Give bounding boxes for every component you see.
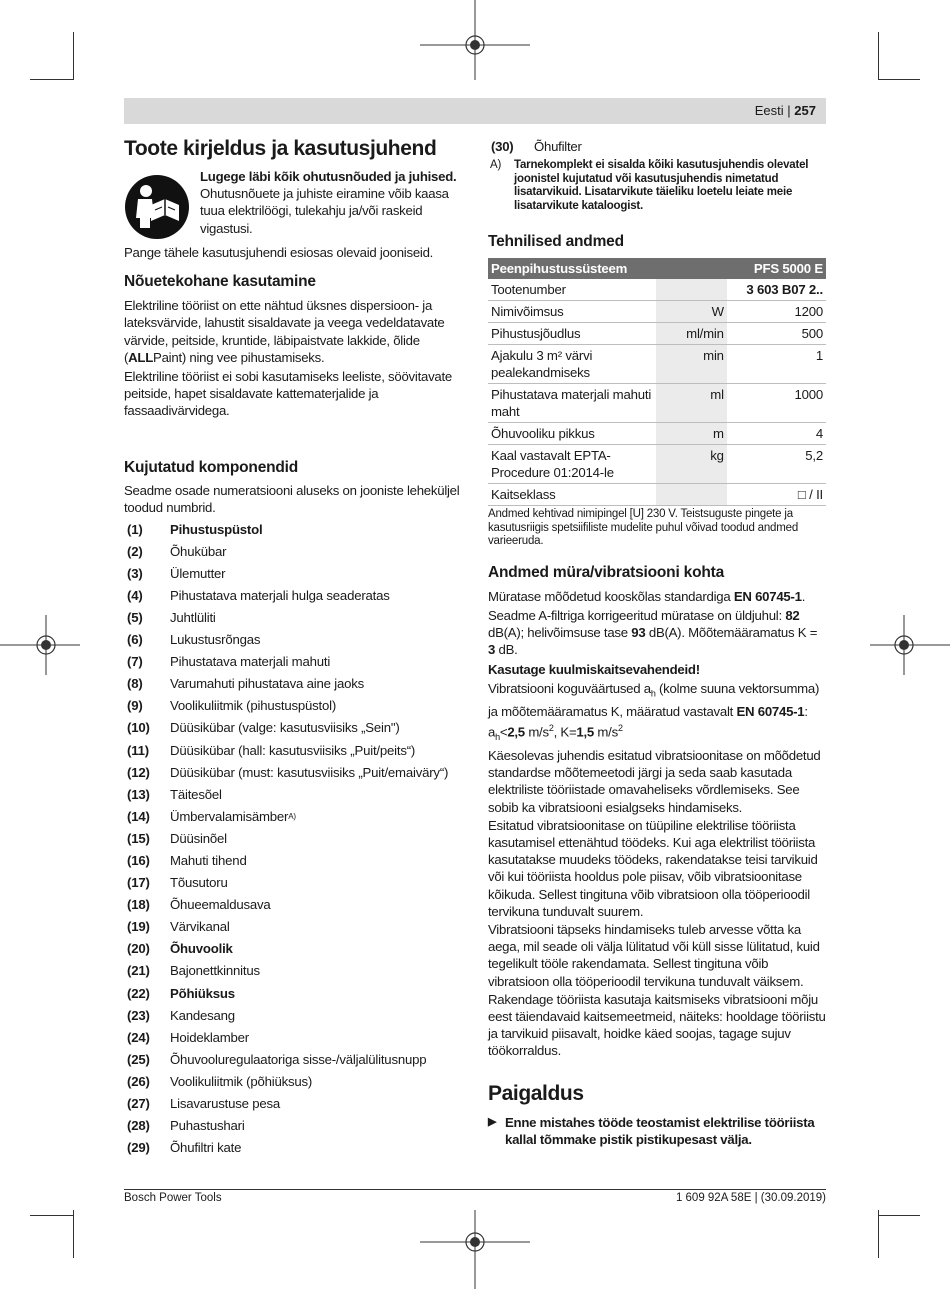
component-number: (28) xyxy=(127,1118,150,1134)
registration-mark-icon xyxy=(420,0,530,80)
list-item xyxy=(124,1026,460,1048)
component-number: (9) xyxy=(127,698,143,714)
accessory-footnote xyxy=(488,159,826,213)
spec-value: □ / II xyxy=(727,484,826,506)
component-number: (30) xyxy=(491,139,514,154)
list-item xyxy=(124,739,460,761)
component-label: Juhtlüliti xyxy=(170,609,216,625)
component-number: (29) xyxy=(127,1140,150,1156)
list-item xyxy=(124,1070,460,1092)
spec-label: Õhuvooliku pikkus xyxy=(488,423,656,445)
spec-unit: min xyxy=(656,345,727,384)
component-number: (20) xyxy=(127,941,150,957)
list-item xyxy=(124,717,460,739)
spec-unit: ml xyxy=(656,384,727,423)
installation-instruction xyxy=(488,1114,826,1148)
component-number: (23) xyxy=(127,1007,150,1023)
spec-label: Nimivõimsus xyxy=(488,301,656,323)
table-row xyxy=(488,423,826,445)
component-number: (26) xyxy=(127,1073,150,1089)
list-item xyxy=(124,805,460,827)
list-item xyxy=(124,761,460,783)
intended-use-heading: Nõuetekohane kasutamine xyxy=(124,273,316,291)
spec-label: Ajakulu 3 m² värvi pealekandmiseks xyxy=(488,345,656,384)
spec-value: 3 603 B07 2.. xyxy=(727,279,826,301)
list-item xyxy=(124,1137,460,1159)
left-column xyxy=(124,137,460,1159)
list-item xyxy=(124,651,460,673)
registration-mark-icon xyxy=(870,615,950,675)
crop-mark xyxy=(30,1215,74,1216)
bullet-arrow-icon: ▶ xyxy=(488,1115,497,1128)
spec-value: 1 xyxy=(727,345,826,384)
component-label: Düüsikübar (must: kasutusviisiks „Puit/emaiväry“) xyxy=(170,764,449,780)
crop-mark xyxy=(878,1210,879,1258)
component-number: (14) xyxy=(127,808,150,824)
component-label: Ülemutter xyxy=(170,565,226,581)
list-item xyxy=(124,849,460,871)
component-label: Kandesang xyxy=(170,1007,235,1023)
component-number: (3) xyxy=(127,565,143,581)
spec-value: 500 xyxy=(727,323,826,345)
warning-title: Lugege läbi kõik ohutusnõuded ja juhised. xyxy=(200,169,457,184)
component-number: (7) xyxy=(127,654,143,670)
footer-doc-id: 1 609 92A 58E | (30.09.2019) xyxy=(675,1192,826,1204)
page-header xyxy=(755,103,816,118)
spec-value: 5,2 xyxy=(727,445,826,484)
crop-mark xyxy=(73,32,74,80)
component-label: Õhuvooluregulaatoriga sisse-/väljalülitusnupp xyxy=(170,1051,427,1067)
table-row xyxy=(488,323,826,345)
noise-heading: Andmed müra/vibratsiooni kohta xyxy=(488,563,725,581)
list-item xyxy=(124,584,460,606)
table-row xyxy=(488,445,826,484)
component-number: (15) xyxy=(127,830,150,846)
component-number: (8) xyxy=(127,676,143,692)
table-row xyxy=(488,279,826,301)
page-number: 257 xyxy=(794,103,816,118)
header-bar xyxy=(124,98,826,124)
component-label: Õhueemaldusava xyxy=(170,897,271,913)
read-manual-icon xyxy=(124,174,190,240)
tech-data-table xyxy=(488,258,826,506)
list-item xyxy=(124,938,460,960)
table-row xyxy=(488,484,826,506)
spec-unit xyxy=(656,279,727,301)
list-item xyxy=(124,1115,460,1137)
list-item xyxy=(124,695,460,717)
components-list xyxy=(124,518,460,1159)
vibration-paragraph-2: Käesolevas juhendis esitatud vibratsioonitase on mõõdetud standardse mõõtemeetodi järgi ja seda saab kasutada elektriliste tööriistade omavaheliseks võrdlemiseks. See sobib ka vibratsiooni esialgseks hindamiseks. xyxy=(488,748,821,815)
right-column xyxy=(488,138,826,1148)
list-item xyxy=(124,916,460,938)
installation-text: Enne mistahes tööde teostamist elektrilise tööriista kallal tõmmake pistik pistikupesast välja. xyxy=(505,1114,815,1147)
header-separator: | xyxy=(787,103,791,118)
table-row xyxy=(488,345,826,384)
component-number: (5) xyxy=(127,609,143,625)
component-label: Lisavarustuse pesa xyxy=(170,1096,281,1112)
components-heading: Kujutatud komponendid xyxy=(124,458,299,476)
list-item xyxy=(124,562,460,584)
component-label: Düüsikübar (hall: kasutusviisiks „Puit/peits“) xyxy=(170,742,416,758)
vibration-values: Vibratsiooni koguväärtused $a_h$ (kolme suuna vektorsumma) ja mõõtemääramatus K, määratud vastavalt EN 60745-1: $a_h<2,5$ $m/s^2$, K=1,5 $m/s^2$ xyxy=(488,680,820,742)
footnote-ref: A) xyxy=(288,811,296,821)
footer-brand: Bosch Power Tools xyxy=(124,1192,222,1204)
component-number: (25) xyxy=(127,1051,150,1067)
component-label: Pihustuspüstol xyxy=(170,521,263,537)
component-label: Ümbervalamisämber xyxy=(170,808,289,824)
component-label: Õhufiltri kate xyxy=(170,1140,242,1156)
component-label: Bajonettkinnitus xyxy=(170,963,260,979)
noise-paragraph-1: Müratase mõõdetud kooskõlas standardiga EN 60745-1. xyxy=(488,588,806,604)
installation-heading: Paigaldus xyxy=(488,1081,584,1105)
crop-mark xyxy=(30,79,74,80)
spec-label: Pihustusjõudlus xyxy=(488,323,656,345)
table-row xyxy=(488,384,826,423)
component-label: Tõusutoru xyxy=(170,875,228,891)
note-images: Pange tähele kasutusjuhendi esiosas olevaid jooniseid. xyxy=(124,245,434,260)
spec-value: 1000 xyxy=(727,384,826,423)
footer-divider xyxy=(124,1189,826,1190)
component-number: (19) xyxy=(127,919,150,935)
component-number: (13) xyxy=(127,786,150,802)
registration-mark-icon xyxy=(420,1210,530,1289)
component-number: (11) xyxy=(127,742,149,758)
component-label: Puhastushari xyxy=(170,1118,245,1134)
table-header-label: Peenpihustussüsteem xyxy=(488,258,727,279)
component-number: (17) xyxy=(127,875,150,891)
spec-label: Kaitseklass xyxy=(488,484,656,506)
component-label: Pihustatava materjali mahuti xyxy=(170,654,331,670)
warning-text: Ohutusnõuete ja juhiste eiramine võib kaasa tuua elektrilöögi, tulekahju ja/või raskeid vigastusi. xyxy=(200,186,449,236)
spec-unit xyxy=(656,484,727,506)
spec-label: Tootenumber xyxy=(488,279,656,301)
list-item xyxy=(124,982,460,1004)
list-item xyxy=(124,518,460,540)
component-label: Lukustusrõngas xyxy=(170,632,261,648)
list-item xyxy=(124,673,460,695)
components-intro: Seadme osade numeratsiooni aluseks on jooniste leheküljel toodud numbrid. xyxy=(124,482,460,515)
crop-mark xyxy=(73,1210,74,1258)
table-header-model: PFS 5000 E xyxy=(727,258,826,279)
warning-block xyxy=(124,168,460,244)
vibration-paragraph-5: Rakendage tööriista kasutaja kaitsmiseks vibratsiooni mõju eest täiendavaid kaitsemeetmeid, näiteks: hooldage tööriistu ja tarvikuid piisavalt, hoidke käed soojas, tagage sujuv töökorraldus. xyxy=(488,991,826,1059)
vibration-paragraph-4: Vibratsiooni täpseks hindamiseks tuleb arvesse võtta ka aega, mil seade oli välja lülitatud või küll sisse lülitatud, kuid tegelikult tööle rakendamata. Sellest tingituna võib vibratsioon olla tööperioodil tervikuna tunduvalt väiksem. xyxy=(488,922,820,989)
component-label: Pihustatava materjali hulga seaderatas xyxy=(170,587,390,603)
component-label: Värvikanal xyxy=(170,919,230,935)
footnote-text: Tarnekomplekt ei sisalda kõiki kasutusjuhendis olevatel joonistel kujutatud või kasutusjuhendis nimetatud lisatarvikuid. Lisatarvikute täieliku loetelu leiate meie lisatarvikute kataloogist. xyxy=(514,159,809,212)
table-header-row xyxy=(488,258,826,279)
intended-use-limitations: Elektriline tööriist ei sobi kasutamiseks leeliste, söövitavate peitside, hapet sisaldavate kattematerjalide ja fassaadivärvidega. xyxy=(124,369,453,419)
component-number: (4) xyxy=(127,587,143,603)
spec-value: 4 xyxy=(727,423,826,445)
component-number: (2) xyxy=(127,543,143,559)
component-number: (24) xyxy=(127,1029,150,1045)
vibration-paragraph-3: Esitatud vibratsioonitase on tüüpiline elektrilise tööriista kasutamisel ettenähtud töödeks. Kui aga elektrilist tööriista kasutatakse muudeks töödeks, rakendatakse teisi tarvikuid või kui tööriista hooldus pole piisav, võib vibratsioonitase kõikuda. Sellest tingituna võib vibratsioon olla tööperioodil tervikuna tunduvalt suurem. xyxy=(488,817,818,919)
spec-value: 1200 xyxy=(727,301,826,323)
spec-unit: W xyxy=(656,301,727,323)
component-label: Täitesõel xyxy=(170,786,222,802)
noise-paragraph-2: Seadme A-filtriga korrigeeritud müratase on üldjuhul: 82 dB(A); helivõimsuse tase 93 dB(A). Mõõtemääramatus K = 3 dB. xyxy=(488,607,818,658)
hearing-protection-warning: Kasutage kuulmiskaitsevahendeid! xyxy=(488,661,700,677)
spec-unit: kg xyxy=(656,445,727,484)
component-number: (6) xyxy=(127,632,143,648)
component-label: Õhufilter xyxy=(534,139,582,154)
list-item xyxy=(124,606,460,628)
component-number: (21) xyxy=(127,963,150,979)
list-item xyxy=(124,872,460,894)
registration-mark-icon xyxy=(0,615,80,675)
crop-mark xyxy=(878,79,920,80)
list-item xyxy=(124,1048,460,1070)
component-label: Varumahuti pihustatava aine jaoks xyxy=(170,676,365,692)
spec-unit: ml/min xyxy=(656,323,727,345)
tech-data-heading: Tehnilised andmed xyxy=(488,233,624,251)
component-label: Õhukübar xyxy=(170,543,227,559)
component-label: Hoideklamber xyxy=(170,1029,249,1045)
component-number: (1) xyxy=(127,521,143,537)
component-number: (10) xyxy=(127,720,150,736)
tech-data-note: Andmed kehtivad nimipingel [U] 230 V. Teistsuguste pingete ja kasutusriigis spetsiifiliste mudelite puhul võivad toodud andmed varieeruda. xyxy=(488,508,799,548)
crop-mark xyxy=(878,1215,920,1216)
page-title: Toote kirjeldus ja kasutusjuhend xyxy=(124,137,437,160)
component-label: Mahuti tihend xyxy=(170,852,247,868)
list-item xyxy=(124,960,460,982)
component-number: (27) xyxy=(127,1096,150,1112)
list-item xyxy=(488,138,826,155)
component-label: Voolikuliitmik (põhiüksus) xyxy=(170,1073,313,1089)
list-item xyxy=(124,783,460,805)
header-language: Eesti xyxy=(754,103,784,118)
component-label: Põhiüksus xyxy=(170,985,235,1001)
component-label: Düüsinõel xyxy=(170,830,227,846)
intended-use-paragraph: Elektriline tööriist on ette nähtud üksnes dispersioon- ja lateksvärvide, lahustit sisaldavate ja veega vedeldatavate värvide, peitside, kruntide, läbipaistvate lakkide, õlide (ALLPaint) ning vee pihustamiseks. xyxy=(124,298,445,365)
footnote-mark: A) xyxy=(490,159,502,172)
component-number: (18) xyxy=(127,897,150,913)
spec-label: Pihustatava materjali mahuti maht xyxy=(488,384,656,423)
spec-label: Kaal vastavalt EPTA-Procedure 01:2014-le xyxy=(488,445,656,484)
spec-unit: m xyxy=(656,423,727,445)
list-item xyxy=(124,540,460,562)
list-item xyxy=(124,894,460,916)
list-item xyxy=(124,827,460,849)
component-label: Düüsikübar (valge: kasutusviisiks „Sein") xyxy=(170,720,400,736)
crop-mark xyxy=(878,32,879,80)
component-number: (16) xyxy=(127,852,150,868)
component-number: (22) xyxy=(127,985,150,1001)
component-label: Õhuvoolik xyxy=(170,941,233,957)
component-label: Voolikuliitmik (pihustuspüstol) xyxy=(170,698,337,714)
list-item xyxy=(124,1092,460,1114)
table-row xyxy=(488,301,826,323)
list-item xyxy=(124,1004,460,1026)
list-item xyxy=(124,629,460,651)
component-number: (12) xyxy=(127,764,150,780)
